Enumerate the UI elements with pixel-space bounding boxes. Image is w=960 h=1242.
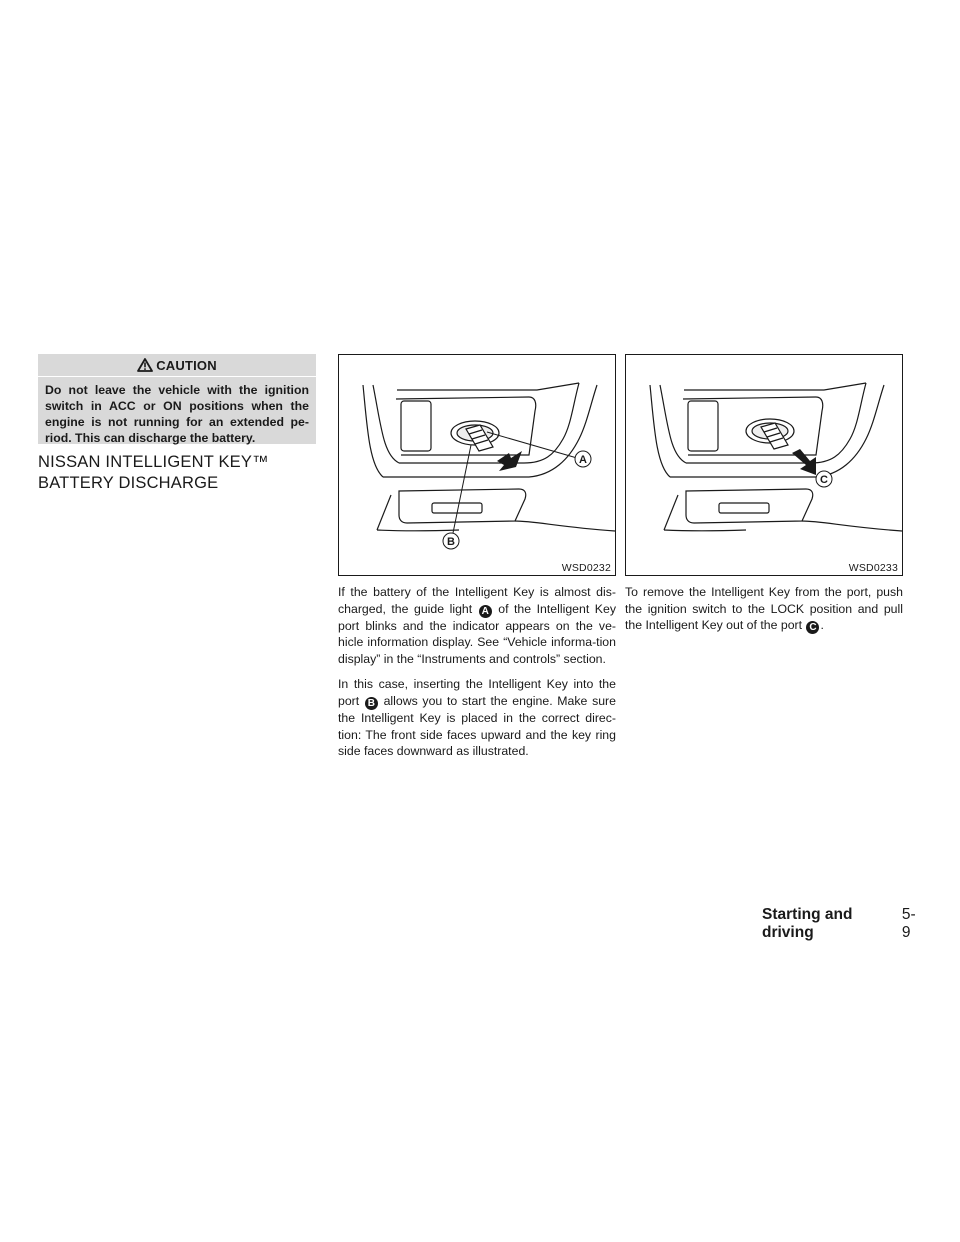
section-title-line2: BATTERY DISCHARGE bbox=[38, 474, 219, 492]
caution-text: Do not leave the vehicle with the ignition switch in ACC or ON positions when the engine is not running for an extended pe-riod. This can discharge the battery. bbox=[45, 383, 309, 445]
figure-code: WSD0233 bbox=[848, 562, 898, 574]
paragraph: In this case, inserting the Intelligent Key into the port B allows you to start the engine. Make sure the Intelligent Key is placed in the correct direc-tion: The front side faces upward and the key ring side faces downward as illustrated. bbox=[338, 677, 616, 759]
page-footer bbox=[762, 906, 922, 942]
intelligent-key-port-illustration-insert bbox=[339, 355, 616, 576]
figure-wsd0233 bbox=[625, 354, 903, 576]
marker-c: C bbox=[806, 621, 819, 634]
body-column-3 bbox=[625, 584, 903, 643]
intelligent-key-port-illustration-remove bbox=[626, 355, 903, 576]
label-c: C bbox=[820, 474, 828, 486]
paragraph: If the battery of the Intelligent Key is almost dis-charged, the guide light A of the Intelligent Key port blinks and the indicator appears on the ve-hicle information display. See “Vehicle informa-tion display” in the “Instruments and controls” section. bbox=[338, 585, 616, 666]
figure-code: WSD0232 bbox=[561, 562, 611, 574]
caution-box bbox=[38, 354, 316, 444]
section-title-line1: NISSAN INTELLIGENT KEY™ bbox=[38, 453, 269, 471]
section-title bbox=[38, 452, 328, 494]
label-b: B bbox=[447, 536, 455, 548]
warning-triangle-icon bbox=[137, 358, 153, 372]
label-a: A bbox=[579, 454, 587, 466]
caution-title: CAUTION bbox=[156, 357, 217, 373]
body-column-2 bbox=[338, 584, 616, 769]
page-number: 5-9 bbox=[901, 906, 916, 941]
paragraph: To remove the Intelligent Key from the port, push the ignition switch to the LOCK position and pull the Intelligent Key out of the port C . bbox=[625, 585, 903, 634]
figure-wsd0232 bbox=[338, 354, 616, 576]
caution-header bbox=[38, 354, 316, 377]
footer-section-name: Starting and driving bbox=[762, 906, 853, 941]
marker-b: B bbox=[365, 697, 378, 710]
marker-a: A bbox=[479, 605, 492, 618]
